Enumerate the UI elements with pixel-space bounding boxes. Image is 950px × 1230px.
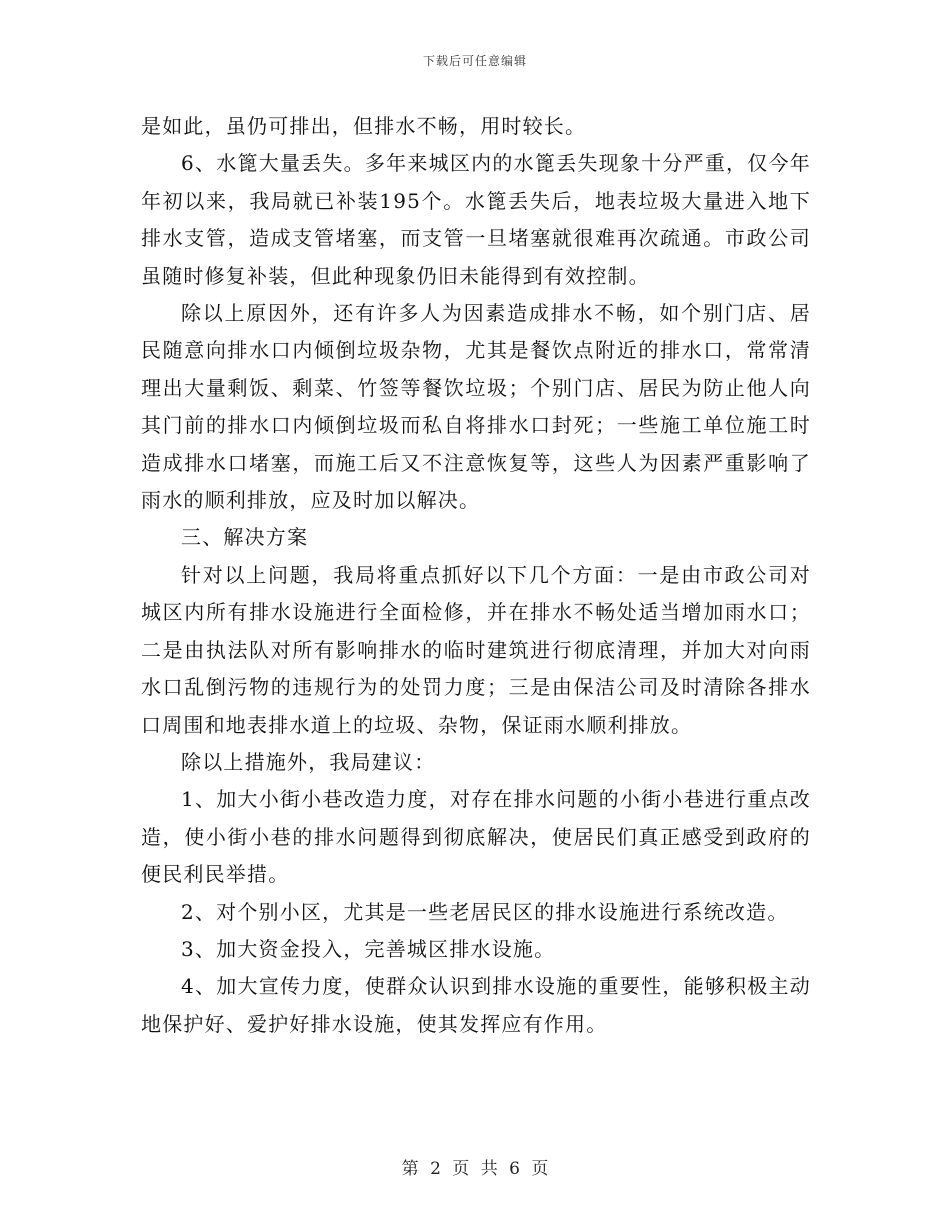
page-header: 下载后可任意编辑: [422, 54, 527, 68]
paragraph-suggestions-intro: 除以上措施外，我局建议：: [181, 749, 436, 774]
section-heading-solutions: 三、解决方案: [181, 525, 309, 550]
suggestion-item-2: 2、对个别小区，尤其是一些老居民区的排水设施进行系统改造。: [181, 899, 789, 924]
suggestion-item-1: 1、加大小街小巷改造力度，对存在排水问题的小街小巷进行重点改造，使小街小巷的排水问题得到彻底解决，使居民们真正感受到政府的便民利民举措。: [141, 787, 811, 887]
document-body: [141, 108, 811, 1043]
paragraph-continuation: 是如此，虽仍可排出，但排水不畅，用时较长。: [141, 114, 587, 138]
suggestion-item-4: 4、加大宣传力度，使群众认识到排水设施的重要性，能够积极主动地保护好、爱护好排水设施，使其发挥应有作用。: [141, 974, 811, 1036]
paragraph-human-factors: 除以上原因外，还有许多人为因素造成排水不畅，如个别门店、居民随意向排水口内倾倒垃圾杂物，尤其是餐饮点附近的排水口，常常清理出大量剩饭、剩菜、竹签等餐饮垃圾；个别门店、居民为防止他人向其门前的排水口内倾倒垃圾而私自将排水口封死；一些施工单位施工时造成排水口堵塞，而施工后又不注意恢复等，这些人为因素严重影响了雨水的顺利排放，应及时加以解决。: [141, 301, 811, 513]
paragraph-item-6: 6、水篦大量丢失。多年来城区内的水篦丢失现象十分严重，仅今年年初以来，我局就已补装195个。水篦丢失后，地表垃圾大量进入地下排水支管，造成支管堵塞，而支管一旦堵塞就很难再次疏通。市政公司虽随时修复补装，但此种现象仍旧未能得到有效控制。: [141, 151, 811, 288]
paragraph-solutions: 针对以上问题，我局将重点抓好以下几个方面：一是由市政公司对城区内所有排水设施进行全面检修，并在排水不畅处适当增加雨水口；二是由执法队对所有影响排水的临时建筑进行彻底清理，并加大对向雨水口乱倒污物的违规行为的处罚力度；三是由保洁公司及时清除各排水口周围和地表排水道上的垃圾、杂物，保证雨水顺利排放。: [141, 562, 811, 737]
page-footer: 第 2 页 共 6 页: [401, 1159, 549, 1179]
suggestion-item-3: 3、加大资金投入，完善城区排水设施。: [181, 936, 556, 961]
